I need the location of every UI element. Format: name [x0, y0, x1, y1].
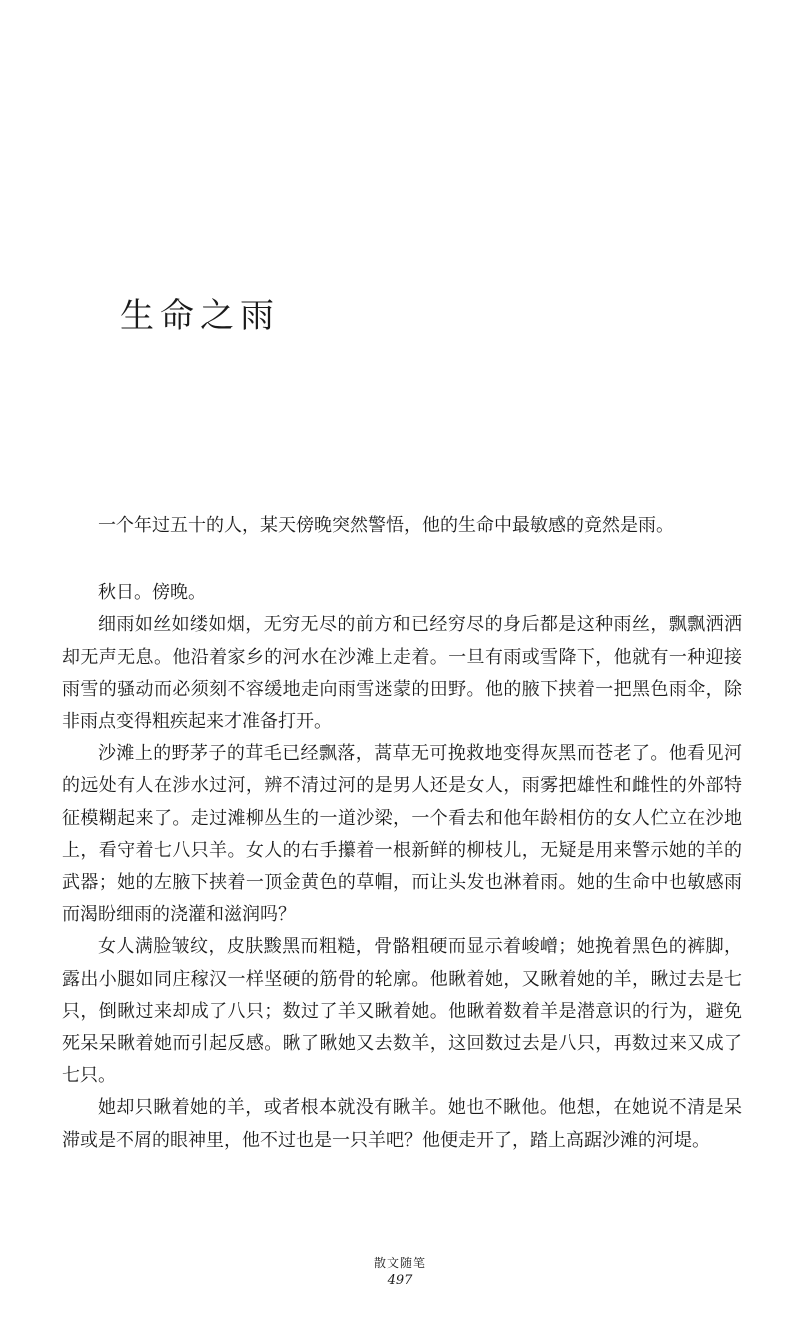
- paragraph-drizzle: 细雨如丝如缕如烟，无穷无尽的前方和已经穷尽的身后都是这种雨丝，飘飘洒洒却无声无息。他沿着家乡的河水在沙滩上走着。一旦有雨或雪降下，他就有一种迎接雨雪的骚动而必须刻不容缓地走向雨雪迷蒙的田野。他的腋下挟着一把黑色雨伞，除非雨点变得粗疾起来才准备打开。: [62, 614, 742, 733]
- paragraph-woman: 女人满脸皱纹，皮肤黢黑而粗糙，骨骼粗硬而显示着峻嶒；她挽着黑色的裤脚，露出小腿如同庄稼汉一样坚硬的筋骨的轮廓。他瞅着她，又瞅着她的羊，瞅过去是七只，倒瞅过来却成了八只；数过了羊又瞅着她。他瞅着数着羊是潜意识的行为，避免死呆呆瞅着她而引起反感。瞅了瞅她又去数羊，这回数过去是八只，再数过来又成了七只。: [62, 936, 742, 1087]
- page-footer: [0, 1254, 800, 1290]
- paragraph-leaving: 她却只瞅着她的羊，或者根本就没有瞅羊。她也不瞅他。他想，在她说不清是呆滞或是不屑的眼神里，他不过也是一只羊吧？他便走开了，踏上高踞沙滩的河堤。: [62, 1097, 742, 1151]
- page-number: 497: [387, 1273, 413, 1288]
- paragraph-autumn-evening: 秋日。傍晚。: [98, 582, 206, 604]
- paragraph-opening: 一个年过五十的人，某天傍晚突然警悟，他的生命中最敏感的竟然是雨。: [98, 515, 674, 536]
- section-name: 散文随笔: [373, 1256, 426, 1270]
- paragraph-sandbank: 沙滩上的野茅子的茸毛已经飘落，蒿草无可挽救地变得灰黑而苍老了。他看见河的远处有人在涉水过河，辨不清过河的是男人还是女人，雨雾把雄性和雌性的外部特征模糊起来了。走过滩柳丛生的一道沙梁，一个看去和他年龄相仿的女人伫立在沙地上，看守着七八只羊。女人的右手攥着一根新鲜的柳枝儿，无疑是用来警示她的羊的武器；她的左腋下挟着一顶金黄色的草帽，而让头发也淋着雨。她的生命中也敏感雨而渴盼细雨的浇灌和滋润吗？: [62, 743, 742, 926]
- essay-body: [62, 510, 742, 1157]
- essay-title: 生命之雨: [120, 296, 280, 336]
